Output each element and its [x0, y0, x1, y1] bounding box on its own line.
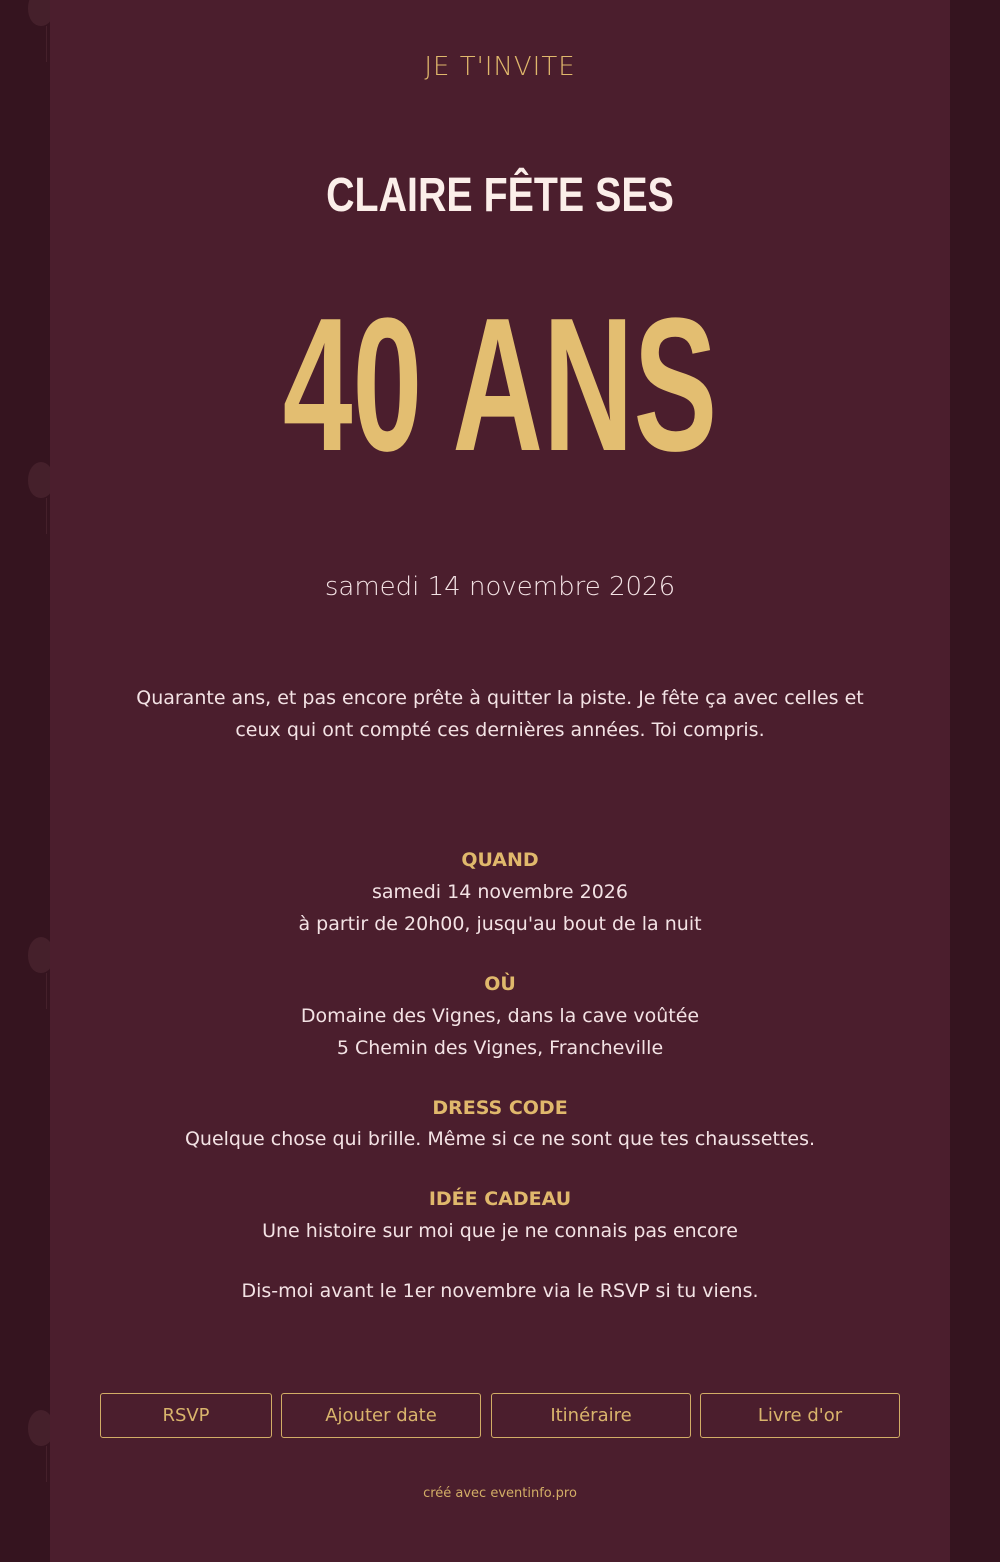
gift-title: IDÉE CADEAU [428, 1188, 572, 1210]
intro-line: ceux qui ont compté ces dernières années. Toi compris. [235, 719, 765, 741]
left-backdrop [0, 0, 50, 1562]
itinerary-button[interactable]: Itinéraire [491, 1393, 691, 1438]
where-address: 5 Chemin des Vignes, Francheville [336, 1037, 664, 1059]
intro-line: Quarante ans, et pas encore prête à quitter la piste. Je fête ça avec celles et [136, 687, 864, 709]
where-title: OÙ [484, 973, 516, 995]
rsvp-note: Dis-moi avant le 1er novembre via le RSVP si tu viens. [241, 1280, 759, 1302]
footer-credit-link[interactable]: créé avec eventinfo.pro [423, 1486, 577, 1501]
dress-code-title: DRESS CODE [432, 1097, 568, 1119]
dress-code-text: Quelque chose qui brille. Même si ce ne sont que tes chaussettes. [184, 1128, 816, 1150]
right-backdrop [950, 0, 1000, 1562]
age-headline: 40 ANS [282, 279, 718, 491]
invite-kicker: JE T'INVITE [424, 52, 576, 82]
event-date: samedi 14 novembre 2026 [324, 572, 676, 602]
when-time: à partir de 20h00, jusqu'au bout de la nuit [298, 913, 702, 935]
when-title: QUAND [461, 849, 539, 871]
intro-text [90, 682, 910, 746]
guestbook-button[interactable]: Livre d'or [700, 1393, 900, 1438]
when-date: samedi 14 novembre 2026 [372, 881, 628, 903]
where-venue: Domaine des Vignes, dans la cave voûtée [300, 1005, 700, 1027]
invite-title: CLAIRE FÊTE SES [326, 169, 674, 222]
rsvp-button[interactable]: RSVP [100, 1393, 272, 1438]
gift-text: Une histoire sur moi que je ne connais pas encore [262, 1220, 738, 1242]
add-date-button[interactable]: Ajouter date [281, 1393, 481, 1438]
invitation-card [50, 0, 950, 1562]
